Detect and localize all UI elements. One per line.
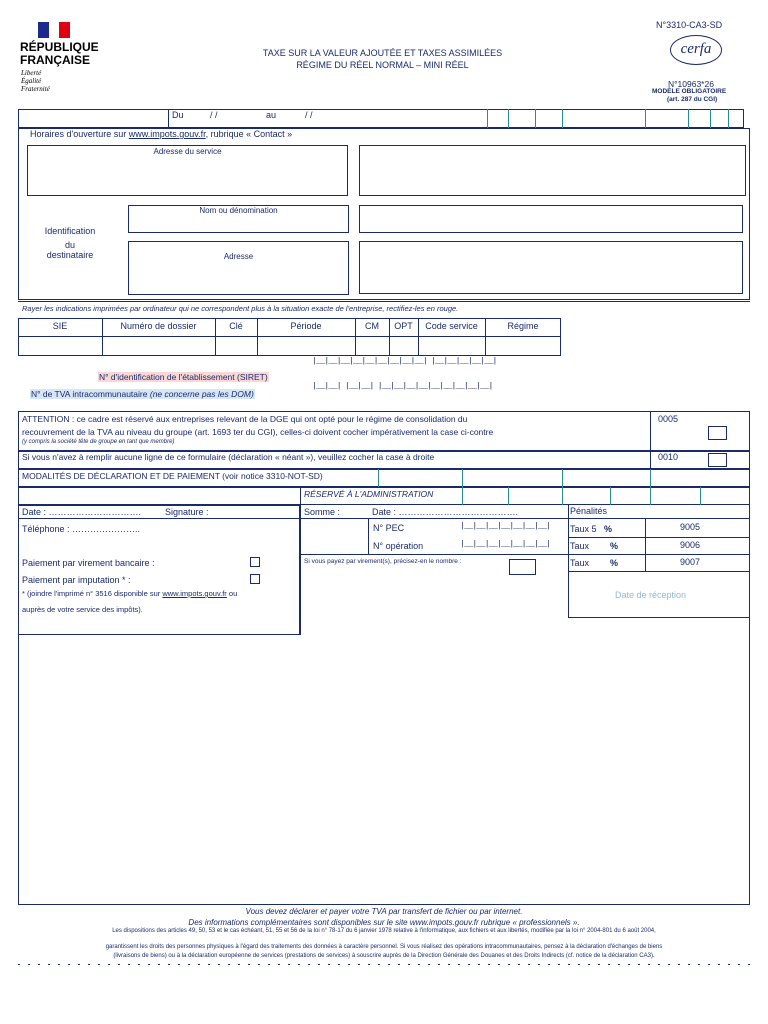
penalites-title: Pénalités [570, 506, 608, 516]
identification-label: Identification du destinataire [44, 226, 96, 260]
motto-3: Fraternité [21, 85, 50, 93]
tva-label: N° de TVA intracommunautaire (ne concerne pas les DOM) [31, 389, 254, 399]
pen-row-1-label: Taux 5 [570, 524, 597, 534]
logo-line-2: FRANÇAISE [20, 53, 91, 67]
logo-line-1: RÉPUBLIQUE [20, 40, 99, 54]
attention-text-3: (y compris la société tête de groupe en tant que membre) [22, 439, 175, 445]
reserve-title: RÉSERVÉ À L'ADMINISTRATION [304, 489, 434, 499]
impots-link[interactable]: www.impots.gouv.fr [128, 129, 206, 139]
col-cle: Clé [229, 321, 243, 331]
rayer-note: Rayer les indications imprimées par ordinateur qui ne correspondent plus à la situation exacte de l'entreprise, rectifiez-les en rouge. [22, 304, 459, 313]
pen-row-1-pct: % [604, 524, 613, 534]
footer-line-2: Des informations complémentaires sont disponibles sur le site www.impots.gouv.fr rubrique « professionnels ». [188, 918, 580, 927]
neant-text: Si vous n'avez à remplir aucune ligne de ce formulaire (déclaration « néant »), veuillez cocher la case à droite [22, 452, 435, 462]
pen-row-2-label: Taux [570, 541, 590, 551]
pen-row-3-pct: % [610, 558, 619, 568]
attention-text-1: ATTENTION : ce cadre est réservé aux entreprises relevant de la DGE qui ont opté pour le régime de consolidation du [22, 414, 468, 424]
period-du: Du [172, 110, 184, 120]
footer-line-4: garantissent les droits des personnes physiques à l'égard des traitements des données à caractère personnel. Si vous réalisez des opérations intracommunautaires, pensez à la déclaration d'échanges de biens [105, 944, 663, 950]
adresse-box [128, 241, 349, 295]
left-telephone[interactable]: Téléphone : ………………….. [22, 524, 141, 534]
modalites-title: MODALITÉS DE DÉCLARATION ET DE PAIEMENT (voir notice 3310-NOT-SD) [22, 471, 323, 481]
period-au: au [266, 110, 277, 120]
form-title-2: RÉGIME DU RÉEL NORMAL – MINI RÉEL [296, 60, 469, 70]
col-opt: OPT [394, 321, 413, 331]
admin-date: Date : …………………………………. [372, 507, 519, 517]
adresse-service-label: Adresse du service [153, 147, 222, 156]
adresse-service-field[interactable] [359, 145, 746, 196]
neant-checkbox[interactable] [708, 453, 727, 467]
form-title-1: TAXE SUR LA VALEUR AJOUTÉE ET TAXES ASSIMILÉES [262, 48, 503, 58]
cerfa-number: N°10963*26 [668, 79, 714, 89]
adresse-field[interactable] [359, 241, 743, 294]
form-code: N°3310-CA3-SD [656, 20, 723, 30]
nom-label: Nom ou dénomination [199, 206, 278, 215]
admin-pec-boxes: |__|__|__|__|__|__|__| [460, 521, 551, 531]
col-cm: CM [365, 321, 379, 331]
article-ref: (art. 287 du CGI) [667, 96, 718, 103]
adresse-label: Adresse [223, 252, 254, 261]
tva-boxes[interactable]: |__|__| |__|__| |__|__|__|__|__|__|__|__|__| [312, 381, 493, 391]
note-impots-link[interactable]: www.impots.gouv.fr [162, 589, 227, 598]
pen-row-3-label: Taux [570, 558, 590, 568]
attention-text-2: recouvrement de la TVA au niveau du groupe (art. 1693 ter du CGI), celles-ci doivent cocher impérativement la case ci-contre [22, 427, 494, 437]
republique-logo [20, 22, 105, 97]
imputation-label: Paiement par imputation * : [22, 575, 131, 585]
pen-row-1-code: 9005 [680, 522, 701, 532]
pen-row-3-code: 9007 [680, 557, 701, 567]
imputation-note-2: auprès de votre service des impôts). [22, 605, 143, 614]
left-signature[interactable]: Signature : [165, 507, 209, 517]
virement-label: Paiement par virement bancaire : [22, 558, 155, 568]
cerfa-logo: cerfa [670, 35, 722, 65]
period-slash-2: / / [305, 110, 313, 120]
siret-boxes[interactable]: |__|__|__|__|__|__|__|__|__| |__|__|__|__|__| [312, 356, 497, 366]
reception-label: Date de réception [615, 590, 687, 600]
footer-line-3: Les dispositions des articles 49, 50, 53 et le cas échéant, 51, 55 et 56 de la loi n° 78-17 du 6 janvier 1978 relative à l'informatique, aux fichiers et aux libertés, modifiée par la loi n° 2004-801 du 6 août 2004, [112, 928, 656, 934]
attention-code: 0005 [658, 414, 679, 424]
motto-1: Liberté [21, 69, 42, 77]
col-regime: Régime [507, 321, 539, 331]
attention-checkbox[interactable] [708, 426, 727, 440]
pen-row-2-pct: % [610, 541, 619, 551]
admin-operation: N° opération [373, 541, 424, 551]
neant-code: 0010 [658, 452, 679, 462]
col-periode: Période [290, 321, 322, 331]
pen-row-2-code: 9006 [680, 540, 701, 550]
footer-line-5: (livraisons de biens) ou à la déclaration européenne de services (prestations de services) à souscrire auprès de la Direction Générale des Douanes et des Droits Indirects (cf. notice de la déclaration CA3). [113, 953, 655, 959]
imputation-note: * (joindre l'imprimé n° 3516 disponible sur www.impots.gouv.fr ou [22, 589, 238, 598]
siret-label: N° d'identification de l'établissement (SIRET) [99, 372, 268, 382]
admin-op-boxes: |__|__|__|__|__|__|__| [460, 539, 551, 549]
nom-field[interactable] [359, 205, 743, 233]
admin-somme: Somme : [304, 507, 341, 517]
col-dossier: Numéro de dossier [120, 321, 197, 331]
admin-pec: N° PEC [373, 523, 405, 533]
period-row [18, 109, 744, 128]
period-slash-1: / / [210, 110, 218, 120]
footer-line-1: Vous devez déclarer et payer votre TVA par transfert de fichier ou par internet. [245, 907, 523, 916]
col-sie: SIE [52, 321, 68, 331]
left-date[interactable]: Date : …………………………. [22, 507, 142, 517]
flag-icon [38, 22, 70, 38]
modele-obligatoire: MODÈLE OBLIGATOIRE [652, 88, 727, 95]
col-code-service: Code service [425, 321, 478, 331]
admin-plusieurs: Si vous payez par virement(s), précisez-en le nombre : [304, 558, 462, 565]
motto-2: Égalité [21, 77, 42, 85]
blank-area [18, 505, 750, 905]
horaires-line: Horaires d'ouverture sur www.impots.gouv.fr, rubrique « Contact » [30, 129, 293, 139]
